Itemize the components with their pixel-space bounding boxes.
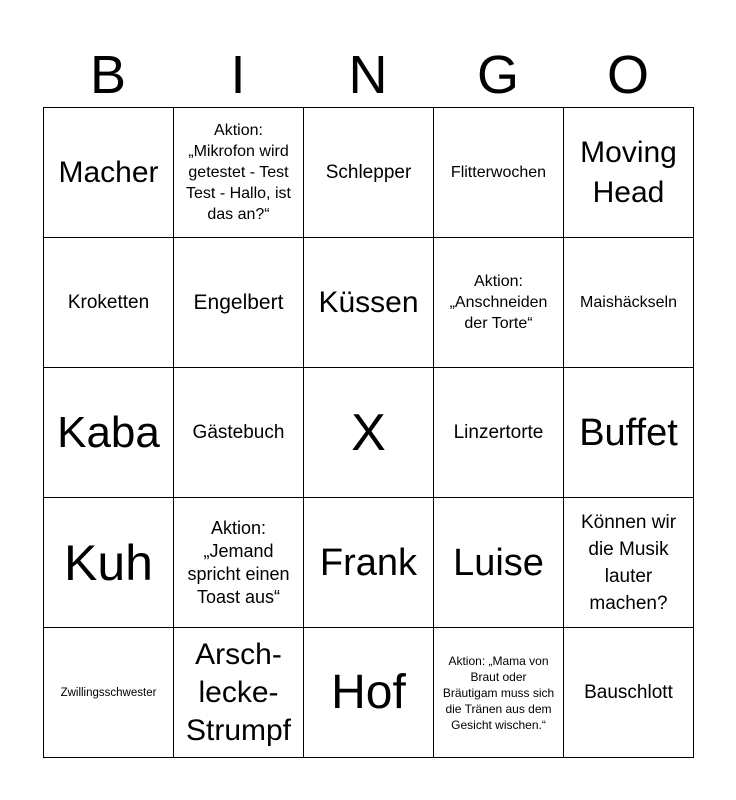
cell-text: Schlepper [325,161,412,183]
cell-text: Kuh [64,534,153,591]
header-letter-b: B [89,45,127,105]
bingo-cell-r1-c5[interactable] [564,108,694,238]
bingo-cell-r4-c1[interactable] [44,498,174,628]
cell-text: Kaba [57,407,160,457]
cell-text: X [351,403,386,462]
bingo-cell-r3-c4[interactable] [434,368,564,498]
bingo-cell-r4-c5[interactable] [564,498,694,628]
bingo-cell-r1-c3[interactable] [304,108,434,238]
cell-text: Aktion: „Mama von Braut oder Bräutigam muss sich die Tränen aus dem Gesicht wischen.“ [442,653,555,732]
bingo-cell-r3-c2[interactable] [174,368,304,498]
cell-text: Macher [58,155,159,189]
cell-text: Hof [331,665,406,719]
bingo-cell-r4-c4[interactable] [434,498,564,628]
bingo-cell-r2-c2[interactable] [174,238,304,368]
cell-text: Aktion: „Mikrofon wird getestet - Test Test - Hallo, ist das an?“ [186,122,291,223]
bingo-cell-r3-c5[interactable] [564,368,694,498]
header-letter-n: N [348,45,388,105]
header-letter-i: I [230,45,246,105]
cell-text: Können wir die Musik lauter machen? [580,511,677,614]
bingo-cell-r5-c1[interactable] [44,628,174,758]
cell-text: Engelbert [193,290,284,314]
cell-text: Frank [319,541,418,584]
cell-text: Linzertorte [453,421,544,443]
cell-text: Moving Head [580,135,677,209]
cell-text: Arsch-lecke-Strumpf [185,637,292,747]
cell-text: Flitterwochen [450,164,547,181]
cell-text: Zwillingsschwester [60,686,157,699]
bingo-cell-r2-c4[interactable] [434,238,564,368]
cell-text: Aktion: „Jemand spricht einen Toast aus“ [187,517,290,607]
cell-text: Maishäckseln [580,294,677,311]
cell-text: Küssen [318,285,419,319]
bingo-cell-r5-c5[interactable] [564,628,694,758]
bingo-cell-r2-c1[interactable] [44,238,174,368]
cell-text: Kroketten [67,291,150,313]
bingo-card-grid [43,107,694,758]
cell-text: Gästebuch [192,421,285,443]
header-letter-o: O [606,45,649,105]
bingo-cell-r4-c2[interactable] [174,498,304,628]
bingo-cell-r4-c3[interactable] [304,498,434,628]
cell-text: Aktion: „Anschneiden der Torte“ [449,273,548,332]
cell-text: Bauschlott [584,681,673,703]
bingo-cell-r1-c4[interactable] [434,108,564,238]
bingo-header [43,44,693,106]
bingo-cell-r3-c1[interactable] [44,368,174,498]
bingo-cell-r5-c3[interactable] [304,628,434,758]
bingo-cell-r5-c4[interactable] [434,628,564,758]
bingo-cell-r5-c2[interactable] [174,628,304,758]
bingo-cell-r3-c3-free-space[interactable] [304,368,434,498]
header-letter-g: G [476,45,519,105]
bingo-cell-r2-c5[interactable] [564,238,694,368]
bingo-cell-r1-c1[interactable] [44,108,174,238]
cell-text: Luise [453,541,544,584]
bingo-cell-r1-c2[interactable] [174,108,304,238]
bingo-cell-r2-c3[interactable] [304,238,434,368]
cell-text: Buffet [579,411,678,454]
